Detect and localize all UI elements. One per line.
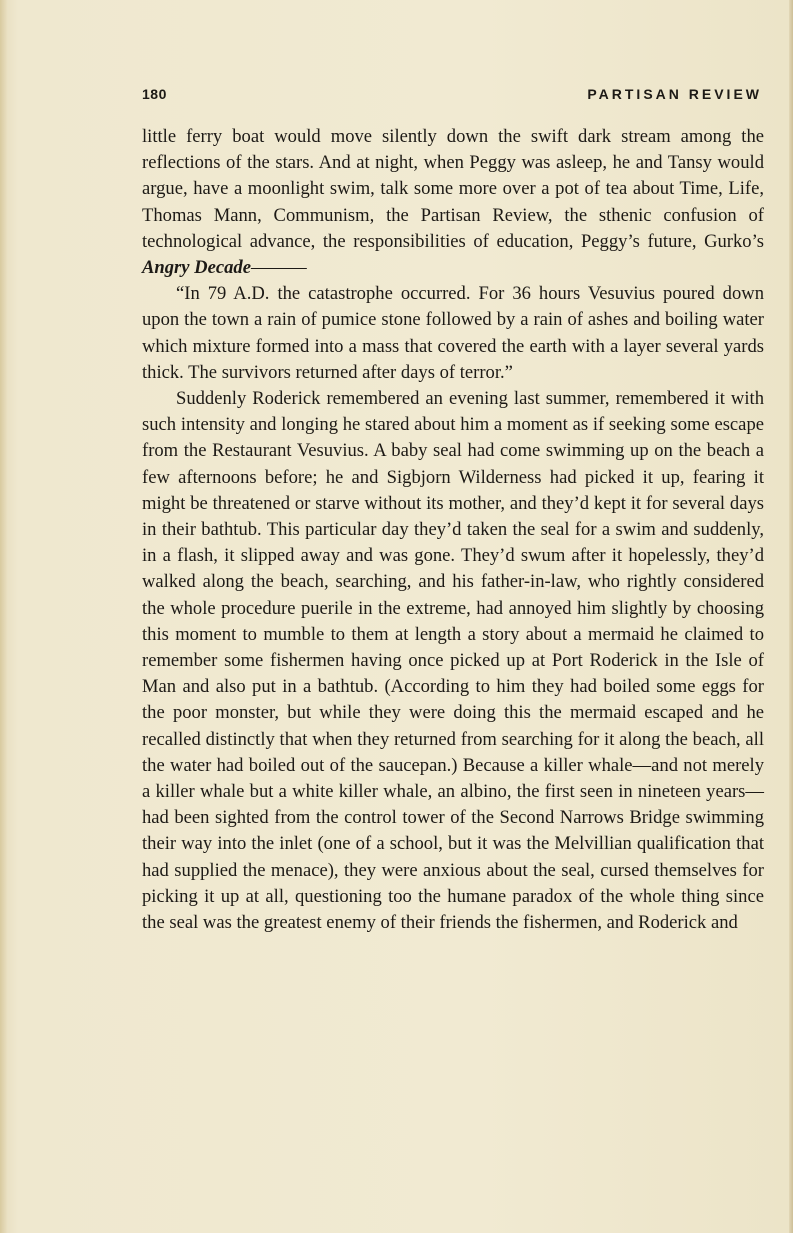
- paragraph-2-quotation: “In 79 A.D. the catastrophe occurred. For 36 hours Vesuvius poured down upon the town a rain of pumice stone followed by a rain of ashes and boiling water which mixture formed into a mass that covered the earth with a layer several yards thick. The survivors returned after days of terror.”: [142, 283, 764, 383]
- body-text: [142, 124, 764, 936]
- page-header: [142, 86, 762, 108]
- paragraph-3: Suddenly Roderick remembered an evening last summer, remembered it with such intensity and longing he stared about him a moment as if seeking some escape from the Restaurant Vesuvius. A baby seal had come swimming up on the beach a few afternoons before; he and Sigbjorn Wilderness had picked it up, fearing it might be threatened or starve without its mother, and they’d kept it for several days in their bathtub. This particular day they’d taken the seal for a swim and suddenly, in a flash, it slipped away and was gone. They’d swum after it hopelessly, they’d walked along the beach, searching, and his father-in-law, who rightly considered the whole procedure puerile in the extreme, had annoyed him slightly by choosing this moment to mumble to them at length a story about a mermaid he claimed to remember some fishermen having once picked up at Port Roderick in the Isle of Man and also put in a bathtub. (According to him they had boiled some eggs for the poor monster, but while they were doing this the mermaid escaped and he recalled distinctly that when they returned from searching for it along the beach, all the water had boiled out of the saucepan.) Because a killer whale—and not merely a killer whale but a white killer whale, an albino, the first seen in nineteen years—had been sighted from the control tower of the Second Narrows Bridge swimming their way into the inlet (one of a school, but it was the Melvillian qualification that had supplied the menace), they were anxious about the seal, cursed themselves for picking it up at all, questioning too the humane paradox of the whole thing since the seal was the greatest enemy of their friends the fishermen, and Roderick and: [142, 388, 764, 934]
- page-number: 180: [142, 86, 167, 102]
- paragraph-1-text: little ferry boat would move silently down the swift dark stream among the reflections of the stars. And at night, when Peggy was asleep, he and Tansy would argue, have a moonlight swim, talk some more over a pot of tea about Time, Life, Thomas Mann, Communism, the Partisan Review, the sthenic confusion of technological advance, the responsibilities of education, Peggy’s future, Gurko’s: [142, 126, 764, 252]
- running-head: PARTISAN REVIEW: [587, 86, 762, 102]
- em-dash-break: ———: [250, 257, 307, 279]
- book-title-angry-decade: Angry Decade: [142, 257, 251, 279]
- page-gutter-shadow: [0, 0, 7, 1233]
- page-edge-shadow: [789, 0, 793, 1233]
- paragraph-1: [142, 124, 764, 281]
